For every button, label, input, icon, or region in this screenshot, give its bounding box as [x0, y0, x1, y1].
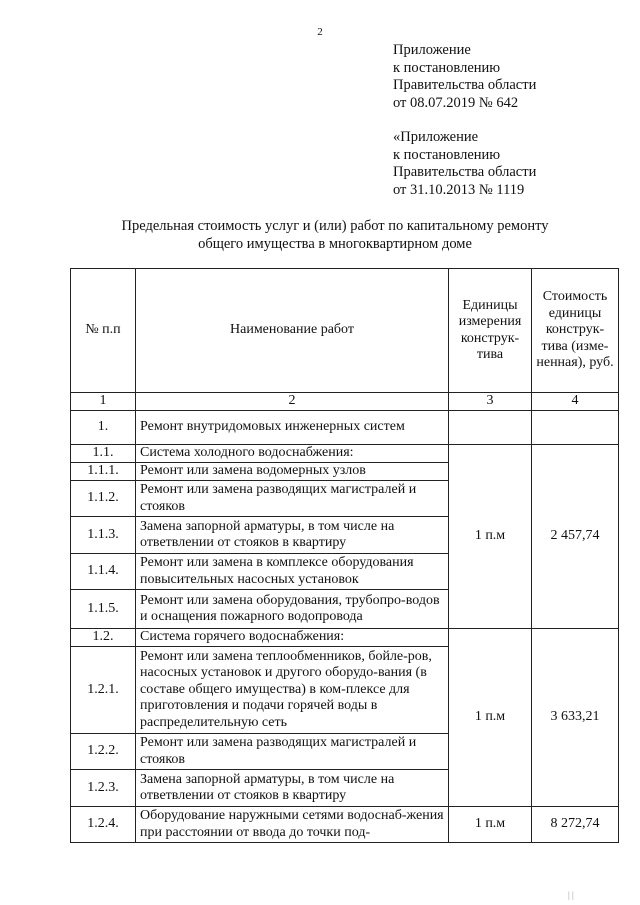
- appendix-line: «Приложение: [393, 129, 479, 145]
- row-num: 1.2.3.: [71, 770, 136, 807]
- appendix-previous: [393, 129, 536, 199]
- row-name: Ремонт или замена водомерных узлов: [136, 463, 449, 481]
- group-unit: 1 п.м: [449, 807, 532, 843]
- appendix-line: к постановлению: [393, 59, 501, 76]
- row-num: 1.2.2.: [71, 734, 136, 770]
- row-num: 1.1.1.: [71, 463, 136, 481]
- row-num: 1.2.1.: [71, 647, 136, 734]
- appendix-line: к постановлению: [393, 146, 501, 163]
- row-num: 1.1.5.: [71, 590, 136, 629]
- appendix-line: Правительства области: [393, 77, 537, 93]
- appendix-line: от 08.07.2019 № 642: [393, 94, 519, 111]
- table-row: [71, 629, 619, 647]
- group-cost: 2 457,74: [532, 445, 619, 629]
- row-name: Ремонт внутридомовых инженерных систем: [136, 411, 449, 445]
- row-name: Система холодного водоснабжения:: [136, 445, 449, 463]
- row-name: Замена запорной арматуры, в том числе на ответвлении от стояков в квартиру: [136, 770, 449, 807]
- table-row: [71, 807, 619, 843]
- row-num: 1.2.: [71, 629, 136, 647]
- row-name: Оборудование наружными сетями водоснаб-жения при расстоянии от ввода до точки под-: [136, 807, 449, 843]
- row-num: 1.1.: [71, 445, 136, 463]
- title-line: общего имущества в многоквартирном доме: [198, 236, 472, 252]
- group-unit: 1 п.м: [449, 445, 532, 629]
- appendix-current: [393, 42, 536, 112]
- row-name: Ремонт или замена оборудования, трубопро-водов и оснащения пожарного водопровода: [136, 590, 449, 629]
- row-num: 1.1.3.: [71, 517, 136, 554]
- works-cost-table: [70, 268, 619, 843]
- title-line: Предельная стоимость услуг и (или) работ по капитальному ремонту: [121, 218, 549, 234]
- header-num: № п.п: [71, 269, 136, 393]
- header-number: 1: [71, 393, 136, 411]
- header-number: 4: [532, 393, 619, 411]
- document-title: [0, 217, 640, 253]
- row-num: 1.1.2.: [71, 481, 136, 517]
- table-header-row: [71, 269, 619, 393]
- row-name: Ремонт или замена разводящих магистралей и стояков: [136, 481, 449, 517]
- row-name: Ремонт или замена разводящих магистралей и стояков: [136, 734, 449, 770]
- group-cost: 8 272,74: [532, 807, 619, 843]
- appendix-line: Правительства области: [393, 164, 537, 180]
- table-row: [71, 445, 619, 463]
- footer-marks: | |: [568, 890, 574, 900]
- row-unit-empty: [449, 411, 532, 445]
- group-cost: 3 633,21: [532, 629, 619, 807]
- header-unit: Единицы измерения конструк-тива: [449, 269, 532, 393]
- row-cost-empty: [532, 411, 619, 445]
- appendix-line: от 31.10.2013 № 1119: [393, 181, 525, 198]
- header-numbers-row: [71, 393, 619, 411]
- row-num: 1.2.4.: [71, 807, 136, 843]
- header-number: 3: [449, 393, 532, 411]
- row-name: Система горячего водоснабжения:: [136, 629, 449, 647]
- header-number: 2: [136, 393, 449, 411]
- appendix-line: Приложение: [393, 42, 471, 58]
- group-unit: 1 п.м: [449, 629, 532, 807]
- page-number: 2: [317, 26, 323, 38]
- row-num: 1.: [71, 411, 136, 445]
- header-cost: Стоимость единицы конструк-тива (изме-ненная), руб.: [532, 269, 619, 393]
- row-name: Замена запорной арматуры, в том числе на ответвлении от стояков в квартиру: [136, 517, 449, 554]
- header-name: Наименование работ: [136, 269, 449, 393]
- table-row: [71, 411, 619, 445]
- row-name: Ремонт или замена в комплексе оборудования повысительных насосных установок: [136, 554, 449, 590]
- row-name: Ремонт или замена теплообменников, бойле-ров, насосных установок и другого оборудо-вания (в составе общего имущества) в ком-плексе для приготовления и подачи горячей воды в распределительную сеть: [136, 647, 449, 734]
- row-num: 1.1.4.: [71, 554, 136, 590]
